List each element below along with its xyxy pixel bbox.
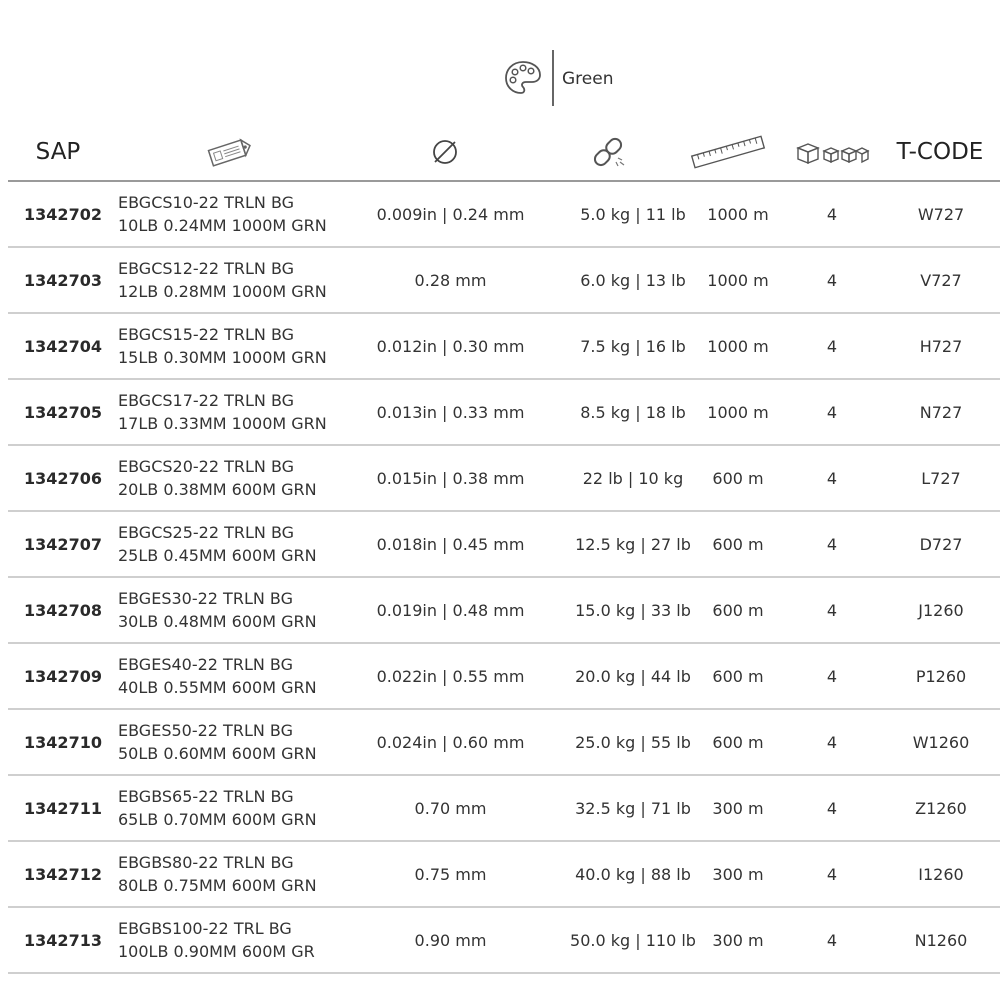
pack-quantity: 4	[826, 534, 838, 554]
sap-code: 1342704	[24, 336, 102, 356]
pack-quantity: 4	[826, 468, 838, 488]
tcode-value: I1260	[918, 864, 964, 884]
pack-quantity: 4	[826, 204, 838, 224]
breaking-strain-value: 12.5 kg | 27 lb	[575, 534, 691, 554]
table-row	[8, 512, 1000, 578]
length-value: 300 m	[712, 864, 764, 884]
pack-quantity: 4	[826, 930, 838, 950]
sap-code: 1342705	[24, 402, 102, 422]
description-line-2: 15LB 0.30MM 1000M GRN	[118, 348, 327, 367]
table-header	[0, 124, 1000, 180]
header-sap: SAP	[35, 139, 81, 165]
description-line-2: 40LB 0.55MM 600M GRN	[118, 678, 317, 697]
breaking-strain-value: 15.0 kg | 33 lb	[575, 600, 691, 620]
table-row	[8, 644, 1000, 710]
length-value: 300 m	[712, 930, 764, 950]
description-line-2: 100LB 0.90MM 600M GR	[118, 942, 315, 961]
diameter-value: 0.009in | 0.24 mm	[376, 204, 525, 224]
pack-quantity: 4	[826, 336, 838, 356]
sap-code: 1342706	[24, 468, 102, 488]
table-row	[8, 446, 1000, 512]
description-line-2: 17LB 0.33MM 1000M GRN	[118, 414, 327, 433]
breaking-strain-value: 22 lb | 10 kg	[582, 468, 684, 488]
sap-code: 1342712	[24, 864, 102, 884]
length-value: 300 m	[712, 798, 764, 818]
description-line-2: 10LB 0.24MM 1000M GRN	[118, 216, 327, 235]
description-line-1: EBGBS65-22 TRLN BG	[118, 787, 294, 806]
product-description	[118, 578, 368, 642]
pack-quantity: 4	[826, 270, 838, 290]
breaking-strain-value: 50.0 kg | 110 lb	[570, 930, 696, 950]
table-row	[8, 314, 1000, 380]
tcode-value: J1260	[918, 600, 964, 620]
description-line-1: EBGES30-22 TRLN BG	[118, 589, 293, 608]
description-line-1: EBGES40-22 TRLN BG	[118, 655, 293, 674]
product-table-body	[8, 182, 1000, 974]
breaking-strain-value: 20.0 kg | 44 lb	[575, 666, 691, 686]
tcode-value: H727	[919, 336, 963, 356]
product-description	[118, 512, 368, 576]
product-tag-icon	[190, 124, 270, 180]
breaking-strain-value: 7.5 kg | 16 lb	[580, 336, 686, 356]
diameter-value: 0.015in | 0.38 mm	[376, 468, 525, 488]
tcode-value: V727	[920, 270, 962, 290]
description-line-1: EBGCS17-22 TRLN BG	[118, 391, 295, 410]
chain-link-icon	[568, 124, 648, 180]
product-description	[118, 446, 368, 510]
pack-quantity: 4	[826, 666, 838, 686]
diameter-value: 0.90 mm	[414, 930, 487, 950]
table-row	[8, 908, 1000, 974]
description-line-1: EBGBS80-22 TRLN BG	[118, 853, 294, 872]
table-row	[8, 578, 1000, 644]
tcode-value: P1260	[915, 666, 967, 686]
diameter-value: 0.28 mm	[414, 270, 487, 290]
product-description	[118, 182, 368, 246]
color-divider	[552, 50, 554, 106]
description-line-2: 80LB 0.75MM 600M GRN	[118, 876, 317, 895]
length-value: 600 m	[712, 732, 764, 752]
palette-icon	[503, 58, 543, 98]
product-description	[118, 908, 368, 972]
sap-code: 1342707	[24, 534, 102, 554]
length-value: 600 m	[712, 468, 764, 488]
breaking-strain-value: 32.5 kg | 71 lb	[575, 798, 691, 818]
tcode-value: N1260	[914, 930, 968, 950]
table-row	[8, 182, 1000, 248]
boxes-icon	[790, 124, 874, 180]
table-row	[8, 842, 1000, 908]
description-line-1: EBGES50-22 TRLN BG	[118, 721, 293, 740]
description-line-2: 30LB 0.48MM 600M GRN	[118, 612, 317, 631]
breaking-strain-value: 25.0 kg | 55 lb	[575, 732, 691, 752]
diameter-value: 0.018in | 0.45 mm	[376, 534, 525, 554]
product-description	[118, 776, 368, 840]
product-description	[118, 380, 368, 444]
table-row	[8, 380, 1000, 446]
tcode-value: Z1260	[915, 798, 967, 818]
sap-code: 1342703	[24, 270, 102, 290]
sap-code: 1342713	[24, 930, 102, 950]
pack-quantity: 4	[826, 732, 838, 752]
ruler-icon	[686, 124, 770, 180]
tcode-value: N727	[919, 402, 963, 422]
sap-code: 1342709	[24, 666, 102, 686]
description-line-1: EBGBS100-22 TRL BG	[118, 919, 292, 938]
breaking-strain-value: 6.0 kg | 13 lb	[580, 270, 686, 290]
length-value: 1000 m	[707, 270, 769, 290]
color-name: Green	[562, 69, 614, 89]
table-row	[8, 710, 1000, 776]
description-line-2: 50LB 0.60MM 600M GRN	[118, 744, 317, 763]
description-line-2: 65LB 0.70MM 600M GRN	[118, 810, 317, 829]
product-description	[118, 842, 368, 906]
diameter-value: 0.019in | 0.48 mm	[376, 600, 525, 620]
sap-code: 1342702	[24, 204, 102, 224]
description-line-1: EBGCS10-22 TRLN BG	[118, 193, 295, 212]
product-description	[118, 710, 368, 774]
length-value: 600 m	[712, 666, 764, 686]
description-line-1: EBGCS12-22 TRLN BG	[118, 259, 295, 278]
length-value: 1000 m	[707, 402, 769, 422]
length-value: 1000 m	[707, 336, 769, 356]
sap-code: 1342711	[24, 798, 102, 818]
pack-quantity: 4	[826, 798, 838, 818]
product-description	[118, 644, 368, 708]
sap-code: 1342708	[24, 600, 102, 620]
length-value: 1000 m	[707, 204, 769, 224]
tcode-value: L727	[921, 468, 961, 488]
description-line-2: 25LB 0.45MM 600M GRN	[118, 546, 317, 565]
product-description	[118, 248, 368, 312]
header-tcode: T-CODE	[896, 139, 984, 165]
diameter-value: 0.022in | 0.55 mm	[376, 666, 525, 686]
tcode-value: W727	[917, 204, 965, 224]
diameter-value: 0.024in | 0.60 mm	[376, 732, 525, 752]
length-value: 600 m	[712, 600, 764, 620]
diameter-value: 0.013in | 0.33 mm	[376, 402, 525, 422]
product-description	[118, 314, 368, 378]
breaking-strain-value: 5.0 kg | 11 lb	[580, 204, 686, 224]
diameter-value: 0.012in | 0.30 mm	[376, 336, 525, 356]
description-line-1: EBGCS15-22 TRLN BG	[118, 325, 295, 344]
diameter-value: 0.70 mm	[414, 798, 487, 818]
table-row	[8, 248, 1000, 314]
length-value: 600 m	[712, 534, 764, 554]
breaking-strain-value: 8.5 kg | 18 lb	[580, 402, 686, 422]
description-line-1: EBGCS20-22 TRLN BG	[118, 457, 295, 476]
pack-quantity: 4	[826, 600, 838, 620]
description-line-1: EBGCS25-22 TRLN BG	[118, 523, 295, 542]
description-line-2: 12LB 0.28MM 1000M GRN	[118, 282, 327, 301]
table-row	[8, 776, 1000, 842]
pack-quantity: 4	[826, 864, 838, 884]
diameter-icon	[405, 124, 485, 180]
tcode-value: W1260	[912, 732, 970, 752]
tcode-value: D727	[919, 534, 963, 554]
color-indicator	[0, 50, 1000, 108]
pack-quantity: 4	[826, 402, 838, 422]
diameter-value: 0.75 mm	[414, 864, 487, 884]
breaking-strain-value: 40.0 kg | 88 lb	[575, 864, 691, 884]
sap-code: 1342710	[24, 732, 102, 752]
description-line-2: 20LB 0.38MM 600M GRN	[118, 480, 317, 499]
